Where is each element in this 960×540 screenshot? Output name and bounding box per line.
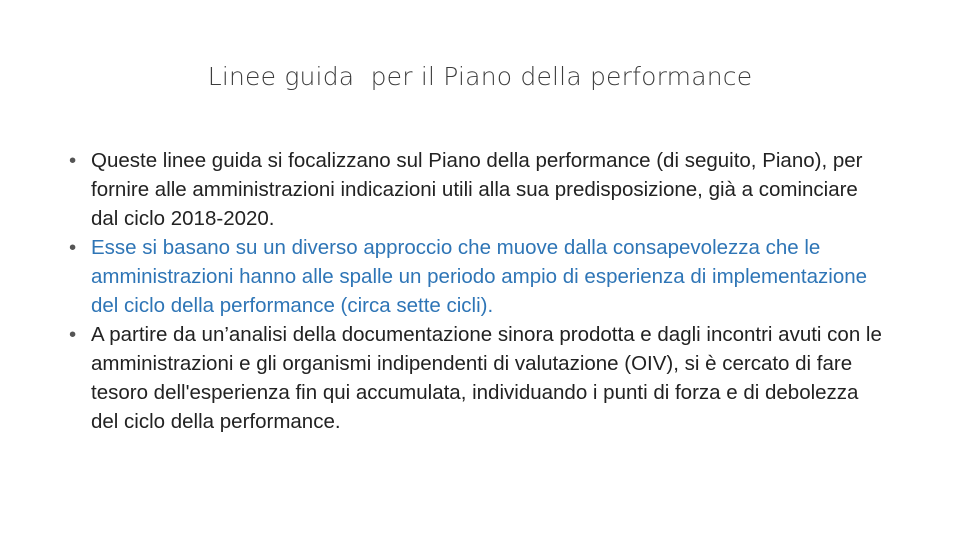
bullet-dot-icon: • <box>69 236 77 259</box>
bullet-item <box>69 320 889 436</box>
bullet-text: Esse si basano su un diverso approccio che muove dalla consapevolezza che le amministrazioni hanno alle spalle un periodo ampio di esperienza di implementazione del ciclo della performance (circa sette cicli). <box>91 236 868 317</box>
bullet-list <box>69 146 889 436</box>
bullet-dot-icon: • <box>69 149 77 172</box>
bullet-text: Queste linee guida si focalizzano sul Piano della performance (di seguito, Piano), per fornire alle amministrazioni indicazioni utili alla sua predisposizione, già a cominciare dal ciclo 2018-2020. <box>91 149 863 230</box>
bullet-dot-icon: • <box>69 323 77 346</box>
bullet-item <box>69 146 889 233</box>
slide-title: Linee guida per il Piano della performance <box>207 62 753 91</box>
bullet-text: A partire da un’analisi della documentazione sinora prodotta e dagli incontri avuti con le amministrazioni e gli organismi indipendenti di valutazione (OIV), si è cercato di fare tesoro dell'esperienza fin qui accumulata, individuando i punti di forza e di debolezza del ciclo della performance. <box>91 323 882 433</box>
bullet-item <box>69 233 889 320</box>
